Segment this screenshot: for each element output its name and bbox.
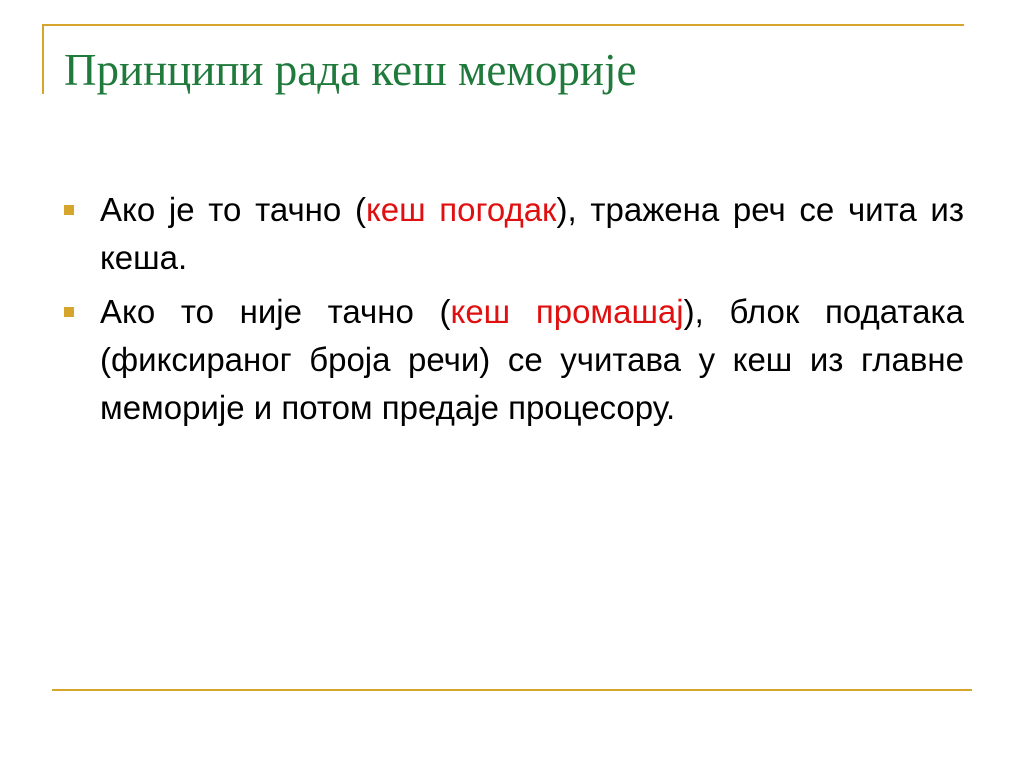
highlight-term-cache-miss: кеш промашај	[450, 293, 684, 330]
left-accent-line	[42, 24, 44, 94]
bottom-accent-line	[52, 689, 972, 691]
bullet-text-after: ), тражена реч се чита из кеша.	[100, 191, 964, 276]
highlight-term-cache-hit: кеш погодак	[365, 191, 557, 228]
bullet-text	[100, 186, 964, 282]
bullet-item-cache-hit	[62, 186, 964, 282]
bullet-text-before: Ако је то тачно (	[100, 191, 366, 228]
top-accent-line	[42, 24, 964, 26]
bullet-item-cache-miss	[62, 288, 964, 432]
square-bullet-icon	[64, 307, 74, 317]
bullet-text	[100, 288, 964, 432]
bullet-text-before: Ако то није тачно (	[100, 293, 451, 330]
square-bullet-icon	[64, 205, 74, 215]
bullet-list	[62, 186, 964, 438]
slide-title: Принципи рада кеш меморије	[64, 45, 637, 95]
bullet-text-after: ), блок података (фиксираног броја речи) се учитава у кеш из главне меморије и потом предаје процесору.	[100, 293, 964, 426]
